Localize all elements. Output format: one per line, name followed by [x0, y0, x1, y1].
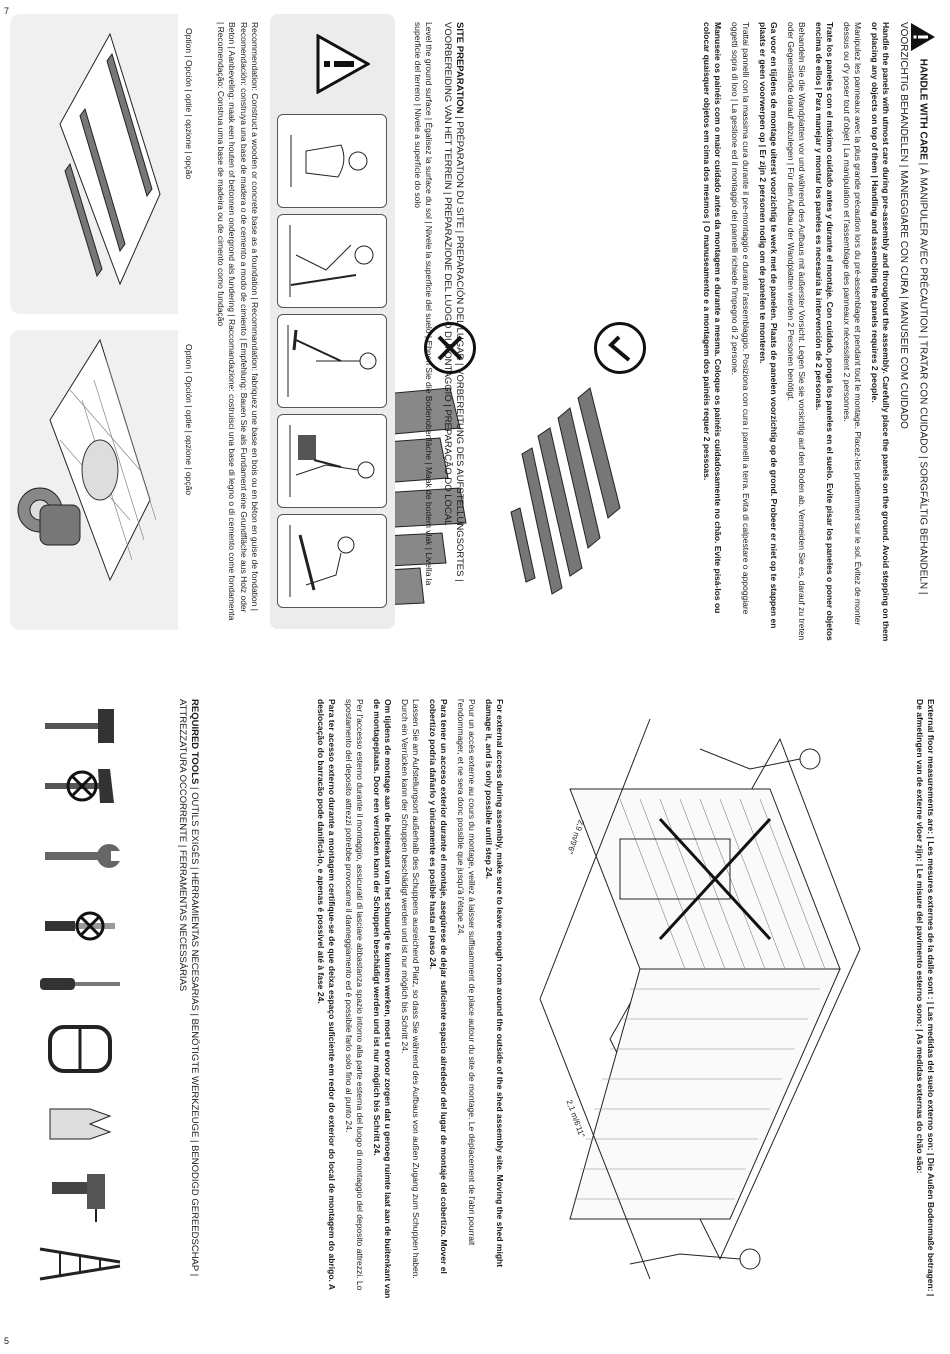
access-text-it: Per l'accesso esterno durante il montaggio, assicurati di lasciare abbastanza spazio intorno alla parte esterna del luogo di montaggio del deposito attrezzi. Lo spostamento del deposito attrezzi potrebbe provocarne il danneggiamento ed è possibile farlo solo fino al punto 24.	[343, 699, 366, 1291]
access-text-es: Para tener un acceso exterior durante el montaje, asegúrese de dejar suficiente espacio alrededor del lugar de montaje del cobertizo. Mover el cobertizo podría dañarlo y únicamente es posible hasta el paso 24.	[427, 699, 450, 1274]
tools-title: REQUIRED TOOLS	[189, 699, 200, 785]
handle-title-translations: | À MANIPULER AVEC PRÉCAUTION | TRATAR CON CUIDADO | SORGFÄLTIG BEHANDELN | VOORZICHTIG BEHANDELEN | MANEGGIARE CON CURA | MANUSEIE COM CUIDADO	[898, 22, 929, 595]
drill-icon	[40, 1164, 120, 1224]
warning-icon	[316, 34, 370, 94]
tools-row	[20, 699, 130, 1299]
wooden-base-drawing	[10, 14, 200, 314]
ladder-icon	[35, 1234, 125, 1294]
recommendation-text: Recommendation: Construct a wooden or concrete base as a foundation | Recommandation: fabriquez une base en bois ou en béton en guise de fondation | Recomendación: construya una base de madera o de cemento a modo de cimiento | Empfehlung: Bauen Sie als Fundament eine Grundfläche aus Holz oder Beton | Aanbeveling: maak een houten of betonnen ondergrond als fundering | Raccomandazione: costruisci una base di legno o di cemento come fondamenta | Recomendação: Construa uma base de madeira ou de cimento como fundação	[215, 22, 260, 621]
access-text-nl: Om tijdens de montage aan de buitenkant van het schuurtje te kunnen werken, moet u ervoor zorgen dat u genoeg ruimte laat aan de buitenkant van de montageplaats. Door een verrücken kann der Schuppen beschädigt werden und ist nur möglich bis Schritt 24.	[371, 699, 394, 1299]
external-access-section	[309, 699, 505, 1299]
handle-title: HANDLE WITH CARE	[917, 58, 929, 160]
page-number-top: 7	[4, 6, 10, 16]
no-hammer-icon	[40, 759, 120, 814]
no-knife-icon	[35, 899, 125, 954]
dimension-right: 2,1 m/6'11"	[564, 1098, 587, 1139]
handle-text-nl: Ga voor en tijdens de montage uiterst voorzichtig te werk met de panelen. Plaats de panelen voorzichtig op de grond. Probeer er niet op te stappen en plaats er geen voorwerpen op | Er zijn 2 personen nodig om de panelen te monteren.	[757, 22, 780, 629]
gloves-icon	[40, 1094, 120, 1154]
page-5	[0, 677, 950, 1317]
panels-stacked-flat-drawing	[495, 318, 650, 618]
warning-icon	[910, 22, 936, 52]
page-number-bottom: 5	[4, 1336, 10, 1346]
handle-text-fr: Manipulez les panneaux avec la plus grande précaution lors du pré-assemblage et pendant tout le montage. Placez-les prudemment sur le sol. Évitez de monter dessus ou d'y poser tout d'objet | La manipulation et l'assemblage des panneaux nécessitent 2 personnes.	[841, 22, 864, 626]
option-a-label: Option | Opción | optie | opzione | opção	[184, 28, 194, 180]
handle-text-pt: Manuseie os painéis com o maior cuidado antes da montagem e durante a mesma. Coloque os painéis cuidadosamente no chão. Evite pisá-los ou colocar quaisquer objetos em cima dos mesmos | O manuseamento e a montagem dos painéis requer 2 pessoas.	[701, 22, 724, 614]
level-ground-text: Level the ground surface | Égalisez la surface du sol | Nivele la superficie del suelo | Ebnen Sie die Bodenoberfläche | Maak de bodem vlak | Livella la superficie del terreno | Nivele a superfície do solo	[412, 22, 435, 586]
floor-measurements-text: External floor measurements are: | Les mesures externes de la dalle sont : | Las medidas del suelo externo son: | Die Außen Bodenmaße betragen: | De afmetingen van de externe vloer zijn: | Le misure del pavimento esterno sono: | As medidas externas do chão são:	[914, 699, 936, 1297]
option-b-label: Option | Opción | optie | opzione | opção	[184, 344, 194, 496]
access-text-en: For external access during assembly, make sure to leave enough room around the outside of the shed assembly site. Moving the shed might damage it, and is only possible until step 24.	[483, 699, 505, 1268]
option-b-panel	[10, 330, 200, 630]
handle-text-it: Trattai pannelli con la massima cura durante il pre-montaggio e durante l'assemblaggio. Posiziona con cura i pannelli a terra. Evita di calpestare o appoggiare oggetti sopra di loro | La gestione ed il montaggio dei pannelli richiede l'impegno di 2 persone.	[729, 22, 752, 615]
tools-title-translations: | OUTILS EXIGÉS | HERRAMIENTAS NECESARIAS | BENÖTIGTE WERKZEUGE | BENODIGD GEREEDSCHAP | ATTREZZATURA OCCORRENTE | FERRAMENTAS NECESSÁRIAS	[176, 699, 200, 1277]
page-7	[0, 0, 950, 640]
access-text-de: Lassen Sie am Aufstellungsort außerhalb des Schuppens ausreichend Platz, so dass Sie während des Aufbaus von außen Zugang zum Schuppen haben. Durch ein Verrücken kann der Schuppen beschädigt werden und ist nur möglich bis Schritt 24.	[399, 699, 422, 1279]
required-tools-section	[169, 699, 200, 1299]
handle-with-care-section	[695, 22, 936, 642]
ground-leveling-panel	[270, 14, 395, 629]
site-title: SITE PREPARATION	[454, 22, 465, 114]
shed-drawing	[510, 699, 900, 1299]
external-floor-measurements	[908, 699, 936, 1299]
option-a-panel	[10, 14, 200, 314]
dimension-left: 2,9 m/9'6"	[565, 818, 586, 855]
foundation-recommendation	[209, 22, 260, 622]
site-title-translations: | PRÉPARATION DU SITE | PREPARACIÓN DEL LUGAR | VORBEREITUNG DES AUFSTELLUNGSORTES | VOORBEREIDING VAN HET TERREIN | PREPARAZIONE DEL LUOGO DI MONTAGGIO | PREPARAÇÃO DO LOCAL	[441, 22, 465, 582]
screwdriver-icon	[35, 964, 125, 1004]
pictogram-kneel-level	[277, 514, 387, 608]
hammer-icon	[40, 699, 120, 754]
pictogram-shovel	[277, 214, 387, 308]
handle-text-en: Handle the panels with utmost care during pre-assembly and throughout the assembly. Carefully place the panels on the ground. Avoid stepping on them or placing any objects on top of them | Handling and assembling the panels requires 2 people.	[869, 22, 891, 642]
safety-goggles-icon	[40, 1019, 120, 1079]
wrench-icon	[35, 829, 125, 884]
pictogram-rake	[277, 314, 387, 408]
handle-text-de: Behandeln Sie die Wandplatten vor und während des Aufbaus mit äußerster Vorsicht. Legen Sie sie vorsichtig auf den Boden ab. Vermeiden Sie es, darauf zu treten oder Gegenstände darauf abzulegen | Für den Aufbau der Wandplatten werden 2 Personen benötigt.	[785, 22, 808, 641]
pictogram-dig	[277, 114, 387, 208]
concrete-base-drawing	[10, 330, 200, 630]
site-preparation-section	[406, 22, 465, 622]
pictogram-compactor	[277, 414, 387, 508]
access-text-pt: Para ter acesso externo durante a montagem certifique-se de que deixa espaço suficiente em redor do exterior do local de montagem do abrigo. A deslocação do barracão pode danificá-lo, e apenas é possível até à fase 24.	[315, 699, 338, 1290]
correct-handling-illustration	[495, 318, 650, 618]
access-text-fr: Pour un accès externe au cours du montage, veillez à laisser suffisamment de place autour du site de montage. Le déplacement de l'abri pourrait l'endommager, et ne sera donc possible que jusqu'à l'étape 24.	[455, 699, 478, 1246]
handle-text-es: Trate los paneles con el máximo cuidado antes y durante el montaje. Con cuidado, ponga los paneles en el suelo. Evite pisar los paneles o poner objetos encima de ellos | Para manejar y montar los paneles es necesaria la intervención de 2 personas.	[813, 22, 836, 641]
